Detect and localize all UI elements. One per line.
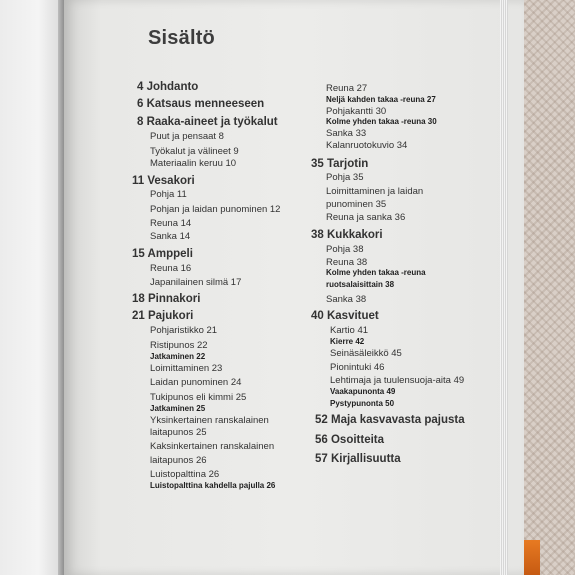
toc-section: Yksinkertainen ranskalainen — [150, 415, 269, 426]
toc-chapter: 18 Pinnakori — [132, 293, 201, 305]
toc-section: Lehtimaja ja tuulensuoja-aita 49 — [330, 375, 465, 386]
toc-chapter: 38 Kukkakori — [311, 229, 383, 241]
toc-section: Materiaalin keruu 10 — [150, 158, 237, 169]
toc-section: Puut ja pensaat 8 — [150, 131, 224, 142]
toc-subsection: Vaakapunonta 49 — [330, 387, 396, 396]
toc-section: laitapunos 26 — [150, 455, 207, 466]
toc-section: Työkalut ja välineet 9 — [150, 146, 239, 157]
toc-subsection: Kierre 42 — [330, 337, 365, 346]
page-title: Sisältö — [148, 27, 215, 49]
toc-subsection: ruotsalaisittain 38 — [326, 280, 395, 289]
left-page-edge — [0, 0, 64, 575]
toc-chapter: 15 Amppeli — [132, 248, 193, 260]
toc-section: Sanka 38 — [326, 294, 367, 305]
toc-subsection: Pystypunonta 50 — [330, 399, 395, 408]
toc-chapter: 35 Tarjotin — [311, 158, 369, 170]
toc-chapter: 52 Maja kasvavasta pajusta — [315, 414, 465, 426]
toc-section: Reuna ja sanka 36 — [326, 212, 406, 223]
toc-section: Sanka 14 — [150, 231, 191, 242]
toc-chapter: 11 Vesakori — [132, 175, 195, 187]
toc-section: Pohja 35 — [326, 172, 364, 183]
toc-section: Pohja 38 — [326, 244, 364, 255]
toc-section: Reuna 16 — [150, 263, 192, 274]
toc-section: Pohja 11 — [150, 189, 187, 200]
toc-section: Luistopalttina 26 — [150, 469, 220, 480]
toc-section: Laidan punominen 24 — [150, 377, 242, 388]
toc-subsection: Kolme yhden takaa -reuna 30 — [326, 117, 437, 126]
toc-subsection: Jatkaminen 22 — [150, 352, 206, 361]
toc-subsection: Jatkaminen 25 — [150, 404, 206, 413]
toc-section: Loimittaminen ja laidan — [326, 186, 424, 197]
toc-chapter: 8 Raaka-aineet ja työkalut — [137, 116, 278, 128]
toc-section: Tukipunos eli kimmi 25 — [150, 392, 247, 403]
toc-section: Reuna 27 — [326, 83, 368, 94]
toc-section: Kaksinkertainen ranskalainen — [150, 441, 275, 452]
toc-section: punominen 35 — [326, 199, 387, 210]
toc-section: Pohjan ja laidan punominen 12 — [150, 204, 281, 215]
toc-section: laitapunos 25 — [150, 427, 207, 438]
book-page — [64, 0, 524, 575]
toc-section: Kalanruotokuvio 34 — [326, 140, 408, 151]
page-edges — [500, 0, 508, 575]
toc-section: Pohjaristikko 21 — [150, 325, 218, 336]
toc-chapter: 4 Johdanto — [137, 81, 199, 93]
toc-section: Ristipunos 22 — [150, 340, 208, 351]
toc-section: Sanka 33 — [326, 128, 367, 139]
toc-section: Pionintuki 46 — [330, 362, 385, 373]
toc-section: Japanilainen silmä 17 — [150, 277, 242, 288]
toc-chapter: 57 Kirjallisuutta — [315, 453, 401, 465]
toc-subsection: Kolme yhden takaa -reuna — [326, 268, 426, 277]
toc-section: Pohjakantti 30 — [326, 106, 387, 117]
toc-chapter: 56 Osoitteita — [315, 434, 385, 446]
toc-chapter: 21 Pajukori — [132, 310, 194, 322]
toc-chapter: 6 Katsaus menneeseen — [137, 98, 265, 110]
toc-section: Kartio 41 — [330, 325, 369, 336]
toc-subsection: Luistopalttina kahdella pajulla 26 — [150, 481, 276, 490]
toc-section: Loimittaminen 23 — [150, 363, 223, 374]
toc-section: Reuna 38 — [326, 257, 368, 268]
toc-chapter: 40 Kasvituet — [311, 310, 379, 322]
toc-subsection: Neljä kahden takaa -reuna 27 — [326, 95, 436, 104]
toc-section: Seinäsäleikkö 45 — [330, 348, 402, 359]
toc-section: Reuna 14 — [150, 218, 192, 229]
